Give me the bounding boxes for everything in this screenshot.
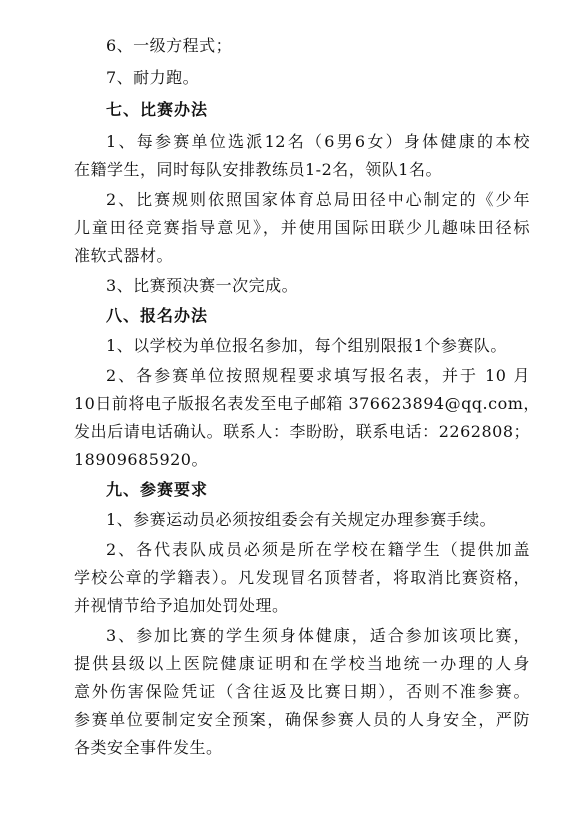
paragraph-line: 各类安全事件发生。 (74, 738, 223, 757)
paragraph-line: 10日前将电子版报名表发至电子邮箱 376623894@qq.com， (74, 394, 540, 413)
paragraph-line: 3、参加比赛的学生须身体健康，适合参加该项比赛， (106, 626, 530, 645)
section-heading-competition-method: 七、比赛办法 (106, 100, 209, 119)
paragraph-line: 提供县级以上医院健康证明和在学校当地统一办理的人身 (74, 654, 530, 673)
paragraph-line: 2、比赛规则依照国家体育总局田径中心制定的《少年 (106, 190, 530, 209)
paragraph-line: 儿童田径竞赛指导意见》，并使用国际田联少儿趣味田径标 (74, 218, 530, 237)
section-heading-requirements: 九、参赛要求 (106, 480, 209, 499)
paragraph-line: 2、各参赛单位按照规程要求填写报名表，并于 10 月 (106, 366, 530, 385)
paragraph-line: 3、比赛预决赛一次完成。 (106, 276, 299, 295)
section-heading-registration: 八、报名办法 (106, 306, 209, 325)
paragraph-line: 参赛单位要制定安全预案，确保参赛人员的人身安全，严防 (74, 710, 530, 729)
paragraph-line: 18909685920。 (74, 450, 208, 469)
list-item-6: 6、一级方程式； (106, 36, 233, 55)
list-item-7: 7、耐力跑。 (106, 68, 200, 87)
paragraph-line: 发出后请电话确认。联系人：李盼盼，联系电话：2262808； (74, 422, 530, 441)
paragraph-line: 1、参赛运动员必须按组委会有关规定办理参赛手续。 (106, 510, 497, 529)
paragraph-line: 意外伤害保险凭证（含往返及比赛日期），否则不准参赛。 (74, 682, 530, 701)
paragraph-line: 学校公章的学籍表）。凡发现冒名顶替者，将取消比赛资格， (74, 568, 530, 587)
paragraph-line: 2、各代表队成员必须是所在学校在籍学生（提供加盖 (106, 540, 530, 559)
paragraph-line: 准软式器材。 (74, 246, 174, 265)
paragraph-line: 在籍学生，同时每队安排教练员1-2名，领队1名。 (74, 160, 442, 179)
paragraph-line: 1、以学校为单位报名参加，每个组别限报1个参赛队。 (106, 336, 507, 355)
paragraph-line: 并视情节给予追加处罚处理。 (74, 596, 289, 615)
paragraph-line: 1、每参赛单位选派12名（6男6女）身体健康的本校 (106, 132, 530, 151)
